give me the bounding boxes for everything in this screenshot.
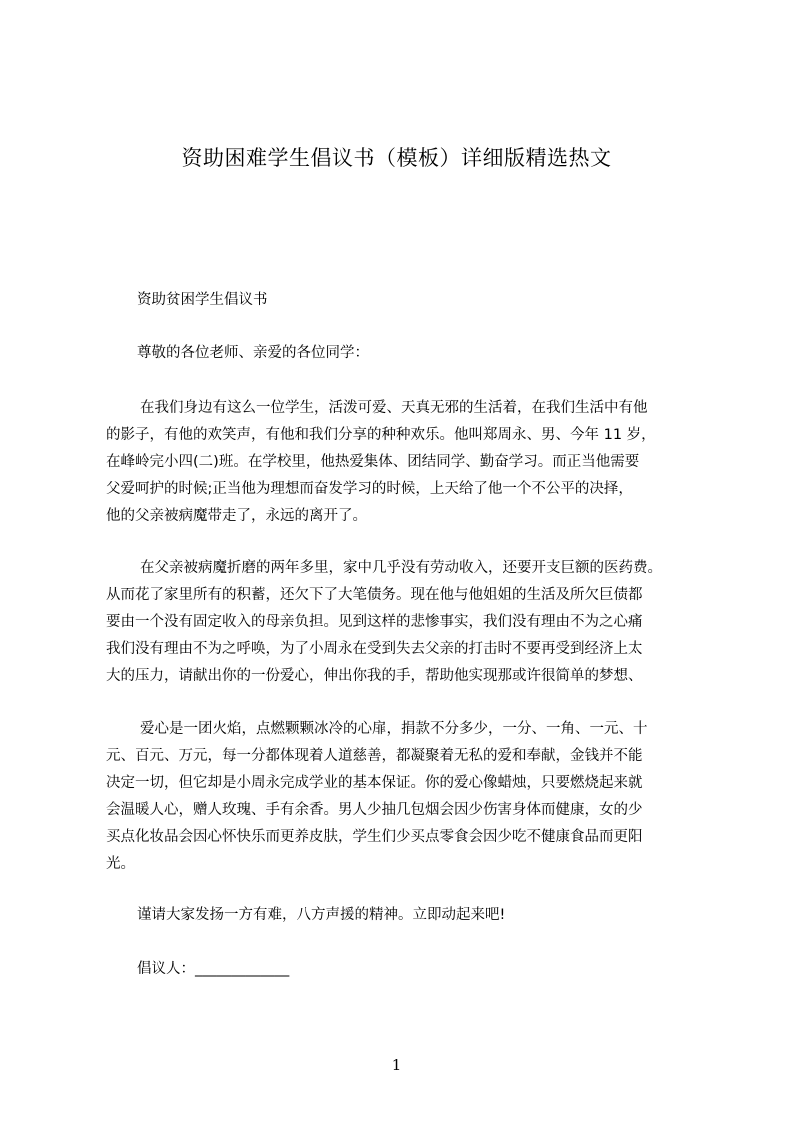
paragraph-line: 在峰岭完小四(二)班。在学校里，他热爱集体、团结同学、勤奋学习。而正当他需要 [106,454,640,470]
paragraph-line: 他的父亲被病魔带走了，永远的离开了。 [106,508,367,524]
paragraph-line: 父爱呵护的时候;正当他为理想而奋发学习的时候，上天给了他一个不公平的决择， [106,481,633,497]
paragraph-line: 决定一切，但它却是小周永完成学业的基本保证。你的爱心像蜡烛，只要燃烧起来就 [106,775,643,791]
document-title: 资助困难学生倡议书（模板）详细版精选热文 [181,146,612,170]
appeal: 谨请大家发扬一方有难，八方声援的精神。立即动起来吧! [137,907,506,923]
paragraph-line: 要由一个没有固定收入的母亲负担。见到这样的悲惨事实，我们没有理由不为之心痛 [106,614,643,630]
paragraph-line: 光。 [106,856,135,872]
paragraph-line: 大的压力，请献出你的一份爱心，伸出你我的手，帮助他实现那或许很简单的梦想、 [106,668,643,684]
paragraph-line: 的影子，有他的欢笑声，有他和我们分享的种种欢乐。他叫郑周永、男、今年 11 岁， [106,427,656,443]
page-number: 1 [391,1056,402,1074]
paragraph-line: 元、百元、万元，每一分都体现着人道慈善，都凝聚着无私的爱和奉献，金钱并不能 [106,748,643,764]
document-heading: 资助贫困学生倡议书 [137,292,268,308]
signature-line: 倡议人：_____________ [137,961,290,977]
salutation: 尊敬的各位老师、亲爱的各位同学： [137,345,369,361]
paragraph-line: 在父亲被病魔折磨的两年多里，家中几乎没有劳动收入，还要开支巨额的医药费。 [140,560,662,576]
paragraph-line: 从而花了家里所有的积蓄，还欠下了大笔债务。现在他与他姐姐的生活及所欠巨债都 [106,587,643,603]
paragraph-line: 我们没有理由不为之呼唤，为了小周永在受到失去父亲的打击时不要再受到经济上太 [106,641,643,657]
paragraph-line: 买点化妆品会因心怀快乐而更养皮肤，学生们少买点零食会因少吃不健康食品而更阳 [106,829,643,845]
paragraph-line: 在我们身边有这么一位学生，活泼可爱、天真无邪的生活着，在我们生活中有他 [140,400,648,416]
paragraph-line: 会温暖人心，赠人玫瑰、手有余香。男人少抽几包烟会因少伤害身体而健康，女的少 [106,802,643,818]
paragraph-line: 爱心是一团火焰，点燃颗颗冰冷的心扉，捐款不分多少，一分、一角、一元、十 [140,721,648,737]
